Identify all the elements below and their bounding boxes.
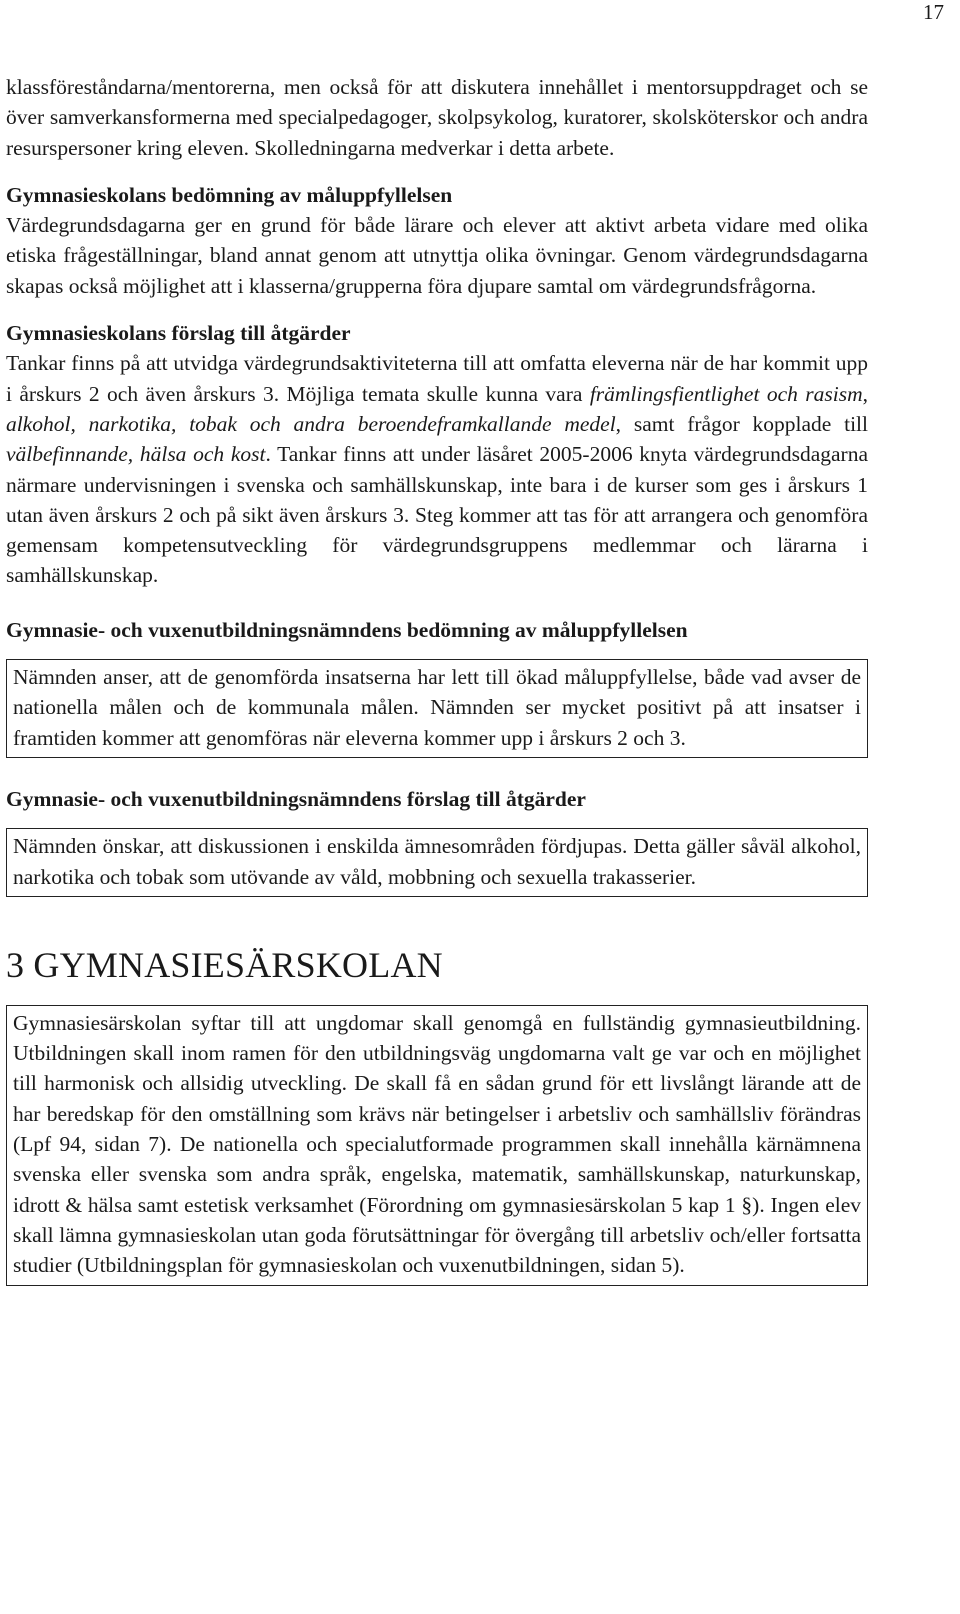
chapter-intro-text: Gymnasiesärskolan syftar till att ungdomar skall genomgå en fullständig gymnasieutbildning. Utbildningen skall inom ramen för den utbildningsväg ungdomarna valt ge var och en möjlighet till harmonisk och allsidig utveckling. De skall få en sådan grund för ett livslångt lärande att de har beredskap för den omställning som krävs när betingelser i arbetsliv och samhällsliv förändras (Lpf 94, sidan 7). De nationella och specialutformade programmen skall innehålla kärnämnena svenska eller svenska som andra språk, engelska, matematik, samhällskunskap, naturkunskap, idrott & hälsa samt estetisk verksamhet (Förordning om gymnasiesärskolan 5 kap 1 §). Ingen elev skall lämna gymnasieskolan utan goda förutsättningar för övergång till arbetsliv och/eller fortsatta studier (Utbildningsplan för gymnasieskolan och vuxenutbildningen, sidan 5). [13,1010,861,1278]
section-heading-school-assessment: Gymnasieskolans bedömning av måluppfyllelsen [6,182,453,207]
chapter-heading: 3 GYMNASIESÄRSKOLAN [6,944,443,985]
section-text-school-measures [6,348,868,590]
italic-topic-xenophobia: främlingsfientlighet och rasism [589,381,863,406]
section-text-school-assessment: Värdegrundsdagarna ger en grund för både lärare och elever att aktivt arbeta vidare med olika etiska frågeställningar, bland annat genom att utnyttja olika övningar. Genom värdegrundsdagarna skapas också möjlighet att i klasserna/grupperna föra djupare samtal om värdegrundsfrågorna. [6,213,868,298]
text-fragment: , [862,381,868,406]
board-measures-box [6,828,868,897]
page-number: 17 [923,0,944,24]
board-assessment-box [6,659,868,758]
text-fragment: Tankar finns på att utvidga värdegrundsaktiviteterna till att omfatta eleverna när de har kommit upp i årskurs 2 och även årskurs 3. Möjliga temata skulle kunna vara [6,351,868,406]
chapter-intro-box [6,1005,868,1286]
intro-paragraph: klassföreståndarna/mentorerna, men också för att diskutera innehållet i mentorsuppdraget och se över samverkansformerna med specialpedagoger, skolpsykolog, kuratorer, skolsköterskor och andra resurspersoner kring eleven. Skolledningarna medverkar i detta arbete. [6,75,868,160]
italic-topic-wellbeing: välbefinnande, hälsa och kost [6,442,266,467]
section-heading-board-assessment: Gymnasie- och vuxenutbildningsnämndens bedömning av måluppfyllelsen [6,617,688,642]
italic-topic-substances: alkohol, narkotika, tobak och andra beroendeframkallande medel [6,411,616,436]
text-fragment: . Tankar finns att under läsåret 2005-2006 knyta värdegrundsdagarna närmare undervisningen i svenska och samhällskunskap, inte bara i de kurser som ges i årskurs 1 utan även årskurs 2 och på sikt även årskurs 3. Steg kommer att tas för att arrangera och genomföra gemensam kompetensutveckling för värdegrundsgruppens medlemmar och lärarna i samhällskunskap. [6,442,868,588]
section-heading-board-measures: Gymnasie- och vuxenutbildningsnämndens förslag till åtgärder [6,786,586,811]
board-assessment-text: Nämnden anser, att de genomförda insatserna har lett till ökad måluppfyllelse, både vad avser de nationella målen och de kommunala målen. Nämnden ser mycket positivt på att insatser i framtiden kommer att genomföras när eleverna kommer upp i årskurs 2 och 3. [13,665,861,750]
board-measures-text: Nämnden önskar, att diskussionen i enskilda ämnesområden fördjupas. Detta gäller såväl alkohol, narkotika och tobak som utövande av våld, mobbning och sexuella trakasserier. [13,834,861,889]
section-heading-school-measures: Gymnasieskolans förslag till åtgärder [6,321,351,346]
page-content [6,72,868,1286]
text-fragment: , samt frågor kopplade till [615,411,868,436]
